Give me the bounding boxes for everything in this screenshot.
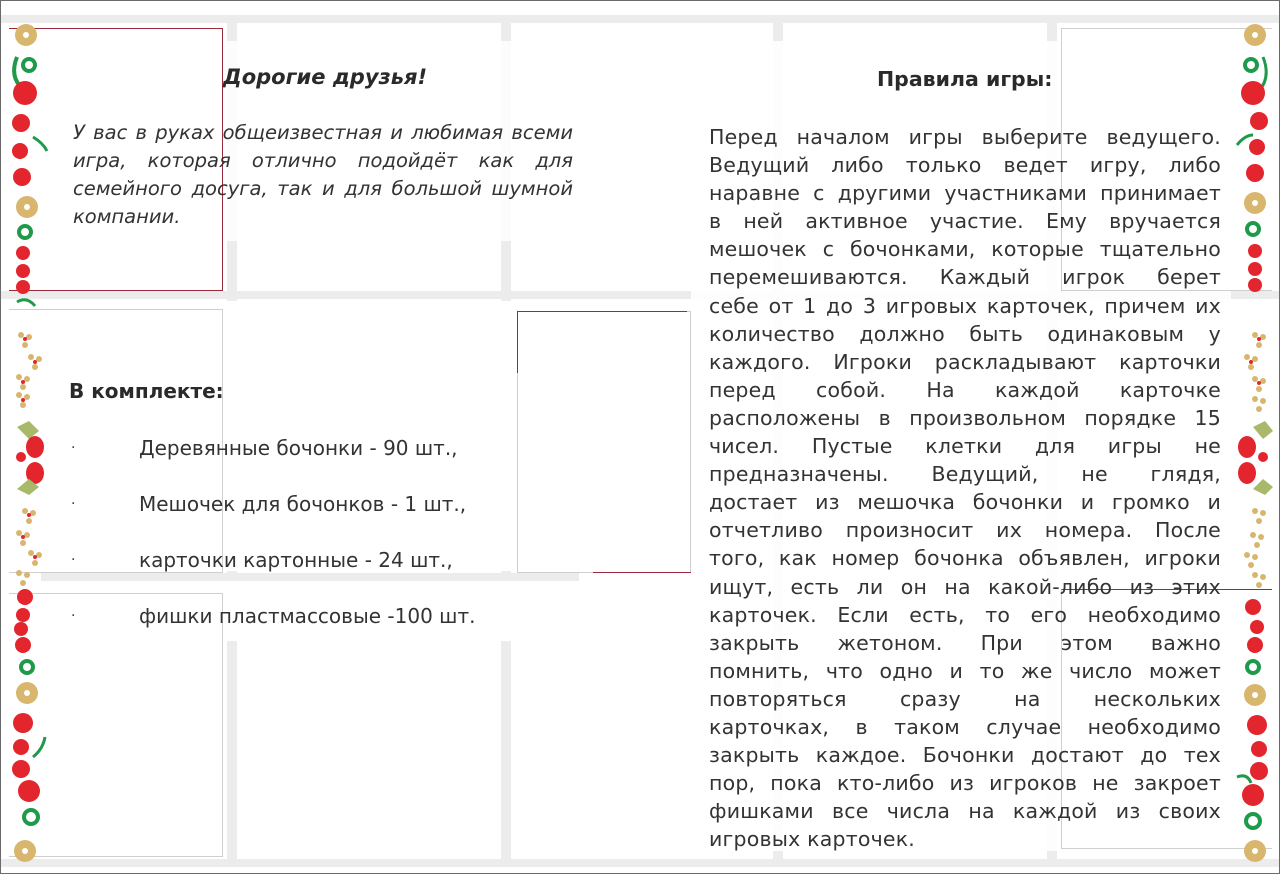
khokhloma-ornament-left: [5, 17, 49, 867]
rules-line: карточках, в таком случае необходимо: [709, 714, 1221, 739]
rules-line: закрыть каждое. Бочонки достают до тех: [709, 743, 1221, 768]
kit-list: [69, 433, 519, 657]
rules-title: Правила игры:: [877, 67, 1053, 91]
greeting-title: Дорогие друзья!: [223, 65, 428, 89]
rules-line: ищут, есть ли он на какой-либо из этих: [709, 574, 1221, 599]
flower-icon: [15, 24, 37, 46]
rules-line: того, как номер бочонка объявлен, игроки: [709, 546, 1221, 571]
rules-text: [709, 123, 1221, 853]
kit-item-label: Деревянные бочонки - 90 шт.,: [139, 436, 458, 460]
rules-line: перед собой. На каждой карточке: [709, 377, 1221, 402]
rules-line: наравне с другими участниками принимает: [709, 181, 1221, 206]
rules-line: достает из мешочка бочонки и громко и: [709, 490, 1221, 515]
rules-line: повторяться сразу на нескольких: [709, 686, 1221, 711]
rules-line: помнить, что одно и то же число может: [709, 658, 1221, 683]
kit-item-label: карточки картонные - 24 шт.,: [139, 548, 453, 572]
rules-line: расположены в произвольном порядке 15: [709, 405, 1221, 430]
rules-line: перемешиваются. Каждый игрок берет: [709, 265, 1221, 290]
greeting-text: У вас в руках общеизвестная и любимая всеми игра, которая отлично подойдёт как для семейного досуга, так и для большой шумной компании.: [73, 121, 573, 228]
kit-item: [69, 601, 519, 657]
rules-line: закрыть жетоном. При этом важно: [709, 630, 1221, 655]
bullet: ·: [71, 496, 76, 512]
bullet: ·: [71, 608, 76, 624]
rules-line: себе от 1 до 3 игровых карточек, причем их: [709, 293, 1221, 318]
rules-line: каждого. Игроки раскладывают карточки: [709, 349, 1221, 374]
grid-line: [1, 859, 1279, 867]
rules-line: игровых карточек.: [709, 827, 916, 852]
kit-title: В комплекте:: [69, 379, 224, 403]
rules-line: чисел. Пустые клетки для игры не: [709, 434, 1221, 459]
rules-line: в ней активное участие. Ему вручается: [709, 209, 1221, 234]
rules-line: пор, пока кто-либо из игроков не закроет: [709, 771, 1221, 796]
rules-line: предназначены. Ведущий, не глядя,: [709, 462, 1221, 487]
rules-line: количество должно быть одинаковым у: [709, 321, 1221, 346]
decorative-frame: [517, 311, 691, 573]
kit-item: [69, 545, 519, 601]
grid-line: [1, 15, 1279, 23]
rules-line: отчетливо произносит их номера. После: [709, 518, 1221, 543]
kit-item-label: Мешочек для бочонков - 1 шт.,: [139, 492, 467, 516]
kit-item-label: фишки пластмассовые -100 шт.: [139, 604, 476, 628]
khokhloma-ornament-right: [1233, 17, 1277, 867]
bullet: ·: [71, 440, 76, 456]
kit-item: [69, 489, 519, 545]
bullet: ·: [71, 552, 76, 568]
rules-line: фишками все числа на каждой из своих: [709, 799, 1221, 824]
rules-line: карточек. Если есть, то его необходимо: [709, 602, 1221, 627]
rules-line: Перед началом игры выберите ведущего.: [709, 125, 1221, 149]
rules-line: Ведущий либо только ведет игру, либо: [709, 153, 1221, 178]
rules-line: мешочек с бочонками, которые тщательно: [709, 237, 1221, 262]
kit-item: [69, 433, 519, 489]
